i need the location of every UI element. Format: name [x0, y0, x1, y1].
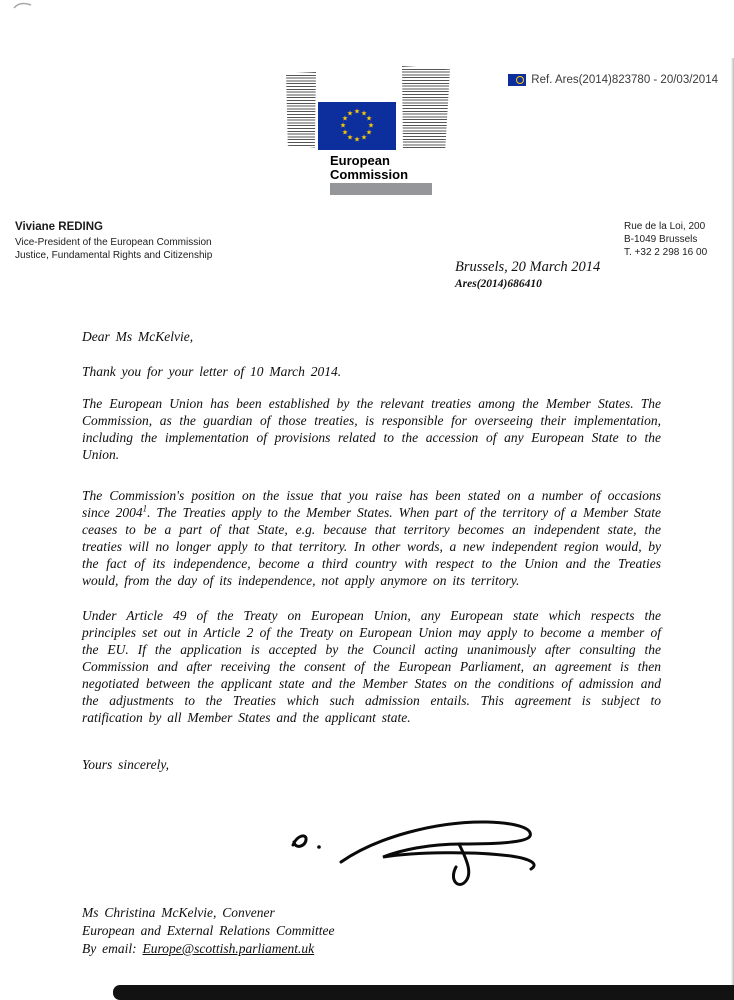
scan-bottom-bar: [113, 985, 734, 1000]
logo-text-commission: Commission: [330, 166, 409, 182]
body-paragraph-1: Thank you for your letter of 10 March 2014.: [82, 364, 342, 379]
paragraph-text: . The Treaties apply to the Member States. When part of the territory of a Member State ceases to be a part of that State, e.g. because that territory becomes an independent state, the treaties will no longer apply to that territory. In other words, a new independent region would, by the fact of its independence, become a third country with respect to the Union and the Treaties would, from the day of its independence, not apply anymore on its territory.: [82, 505, 661, 588]
logo-wordmark: [330, 154, 432, 195]
eu-flag: [318, 102, 396, 150]
eu-star-icon: ★: [353, 135, 361, 144]
recipient-committee: European and External Relations Committee: [82, 923, 335, 938]
eu-star-icon: ★: [360, 133, 368, 142]
reference-line: [508, 74, 718, 86]
logo-stripes-right: [402, 66, 450, 150]
eu-star-icon: ★: [360, 109, 368, 118]
body-paragraph-4: Under Article 49 of the Treaty on European Union, any European state which respects the principles set out in Article 2 of the Treaty on European Union may apply to become a member of the EU. If the application is accepted by the Council acting unanimously after consulting the Commission and after receiving the consent of the European Parliament, an agreement is then negotiated between the applicant state and the Member States on the conditions of admission and the adjustments to the Treaties which such admission entails. This agreement is subject to ratification by all Member States and the applicant state.: [82, 608, 661, 725]
ares-number: Ares(2014)686410: [455, 278, 542, 290]
eu-star-icon: ★: [346, 133, 354, 142]
body-paragraph-2: The European Union has been established by the relevant treaties among the Member States. The Commission, as the guardian of those treaties, is responsible for overseeing their implementation, including the implementation of provisions related to the accession of any European State to the Union.: [82, 396, 661, 462]
eu-star-icon: ★: [365, 128, 373, 137]
logo-text-european: European: [330, 153, 390, 168]
address-line-1: Rue de la Loi, 200: [624, 221, 706, 232]
eu-star-icon: ★: [367, 121, 375, 130]
salutation: Dear Ms McKelvie,: [82, 329, 194, 344]
sender-title-1: Vice-President of the European Commission: [15, 237, 212, 248]
address-line-2: B-1049 Brussels: [624, 234, 698, 245]
logo-grey-bar: [330, 183, 432, 195]
logo-stripes-left: [286, 72, 316, 148]
place-and-date: Brussels, 20 March 2014: [455, 259, 601, 275]
address-line-3: T. +32 2 298 16 00: [624, 247, 708, 258]
sender-name: Viviane REDING: [15, 221, 103, 233]
signature-stroke: [272, 807, 572, 892]
eu-flag-icon: [508, 74, 526, 86]
eu-star-icon: ★: [353, 107, 361, 116]
recipient-email-line: [82, 940, 661, 958]
eu-star-icon: ★: [341, 128, 349, 137]
sender-block: [15, 221, 212, 262]
date-line: [455, 259, 600, 290]
scan-artifact: [12, 1, 34, 10]
sender-title-2: Justice, Fundamental Rights and Citizenship: [15, 250, 213, 261]
closing: Yours sincerely,: [82, 757, 170, 772]
body-paragraph-3: [82, 487, 661, 589]
eu-star-icon: ★: [365, 114, 373, 123]
footnote-marker: 1: [142, 503, 148, 514]
star-ring-icon: [516, 76, 524, 84]
letter-body: [82, 328, 661, 958]
address-block: [624, 220, 707, 259]
eu-star-icon: ★: [339, 121, 347, 130]
eu-star-icon: ★: [341, 114, 349, 123]
reference-text: Ref. Ares(2014)823780 - 20/03/2014: [531, 74, 718, 86]
email-label: By email:: [82, 941, 143, 956]
eu-star-icon: ★: [346, 109, 354, 118]
signature: [272, 807, 572, 892]
recipient-name: Ms Christina McKelvie, Convener: [82, 905, 275, 920]
recipient-block: [82, 904, 661, 958]
email-link[interactable]: Europe@scottish.parliament.uk: [142, 941, 315, 956]
european-commission-logo: [286, 66, 456, 188]
paragraph-text: The Commission's position on the issue that you raise has been stated on a number of occasions since 2004: [82, 488, 661, 520]
